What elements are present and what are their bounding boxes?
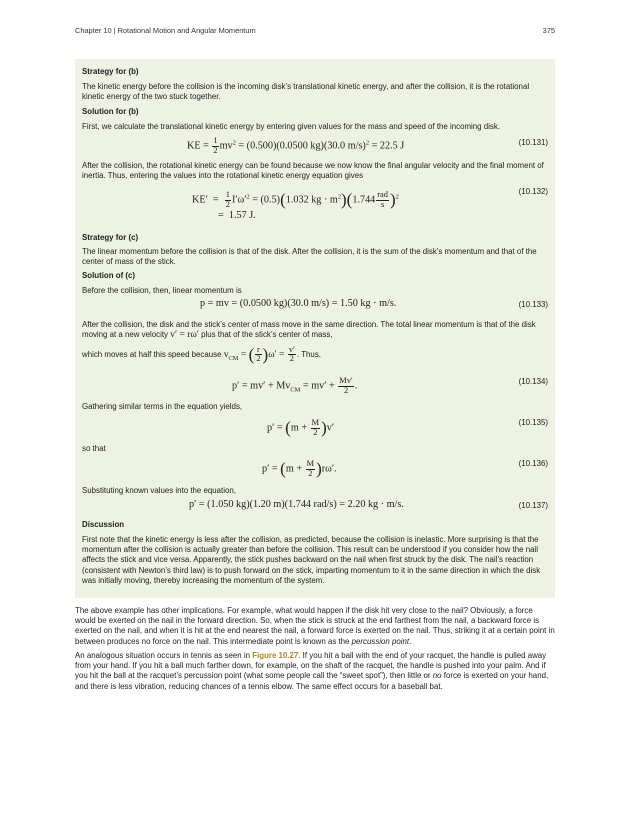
- paragraph-percussion: The above example has other implications. For example, what would happen if the disk hit very close to the nail? Obviously, a force would be exerted on the nail in the forward direction. So, when the stick is struck at the end farthest from the nail, a backward force is exerted on the nail, and when it is hit at the end nearest the nail, a forward force is exerted on the nail. Thus, striking it at a certain point in between produces no force on the nail. This intermediate point is known as the percussion point.: [75, 606, 555, 646]
- so-that-text: so that: [82, 444, 106, 453]
- eq132-rhs: I′ω′: [231, 194, 247, 206]
- paragraph-tennis: [75, 651, 555, 692]
- eq135-lhs: p′ =: [267, 422, 286, 434]
- substitute-text: Substituting known values into the equation,: [82, 486, 236, 495]
- chapter-title: Chapter 10 | Rotational Motion and Angular Momentum: [75, 26, 256, 35]
- after-c-velocity: v′ = rω′: [170, 329, 199, 341]
- eq132-rest: = (0.5): [249, 194, 281, 206]
- after-c-text-start: After the collision, the disk and the stick’s center of mass move in the same direction. The total linear momentum is that of the disk moving at a new velocity: [82, 320, 536, 340]
- strategy-b-text: The kinetic energy before the collision is the incoming disk’s translational kinetic energy, and after the collision, it is the rotational kinetic energy of the two stuck together.: [82, 82, 530, 102]
- gather-text: Gathering similar terms in the equation yields,: [82, 402, 243, 411]
- solution-b-text: First, we calculate the translational kinetic energy by entering given values for the mass and speed of the incoming disk.: [82, 122, 500, 131]
- equation-number: (10.131): [518, 138, 548, 147]
- eq132-result: 1.57 J.: [228, 210, 256, 221]
- eq132-omega: 1.744: [352, 194, 376, 206]
- solution-c-heading: Solution of (c): [82, 271, 136, 280]
- eq134-mid: = mv′ +: [300, 380, 338, 392]
- fraction-half: $\frac{1}{2}$: [213, 136, 218, 155]
- equation-number: (10.137): [518, 501, 548, 510]
- fraction-mv-over-2: $\frac{Mv'}{2}$: [339, 376, 353, 395]
- equation-10-131: KE = $\frac{1}{2}$ $mv^2 = (0.500)(0.0500$ kg)(30.0 m/s)$^2$ = 22.5 J (10.131): [187, 136, 548, 155]
- eq133-body: p = mv = (0.0500 kg)(30.0 m/s) = 1.50 kg · m/s.: [200, 298, 397, 309]
- solution-b-heading: Solution for (b): [82, 107, 139, 116]
- eq136-lhs: p′ =: [262, 463, 281, 475]
- strategy-c-heading: Strategy for (c): [82, 233, 139, 242]
- term-percussion-point: percussion point: [351, 636, 410, 646]
- eq131-rhs: mv: [219, 140, 233, 152]
- half-speed-equation: $v_{CM}$ = ( $\frac{r}{2}$ )ω′ = $\frac{v'}{2}$: [223, 344, 295, 364]
- equation-10-136: p′ = (m + $\frac{M}{2}$ )rω′. (10.136): [262, 459, 548, 479]
- equation-number: (10.133): [518, 300, 548, 309]
- fraction-half: $\frac{1}{2}$: [225, 190, 230, 209]
- eq131-rest: = (0.500)(0.0500 kg)(30.0 m/s): [235, 140, 366, 152]
- equation-10-132: KE′ = $\frac{1}{2}$ $I'\omega'^2 = (0.5)(1.032$ kg · $m^2)(1.744$ $\frac{\text{rad}}{s}$ )$^2$ = 1.57 J. (10.132): [192, 187, 548, 221]
- equation-10-135: p′ = (m + $\frac{M}{2}$ )v′ (10.135): [267, 418, 548, 438]
- eq131-result: = 22.5 J: [369, 140, 405, 152]
- figure-link[interactable]: Figure 10.27: [252, 651, 299, 660]
- eq134-body: p′ = mv′ + Mv: [232, 380, 291, 392]
- paragraph-2-start: An analogous situation occurs in tennis as seen in: [75, 651, 251, 660]
- strategy-b-heading: Strategy for (b): [82, 67, 139, 76]
- emphasis-no: no: [432, 671, 442, 681]
- page-number: 375: [542, 26, 555, 35]
- equation-10-133: [82, 298, 548, 312]
- half-speed-thus: . Thus,: [296, 350, 321, 359]
- equation-number: (10.136): [518, 459, 548, 468]
- discussion-text: First note that the kinetic energy is less after the collision, as predicted, because the collision is inelastic. More surprising is that the momentum after the collision is actually greater than before the collision. This result can be understood if you consider how the nail affects the stick and vice versa. Apparently, the stick pushes backward on the nail when first struck by the disk. The nail’s reaction (consistent with Newton’s third law) is to push forward on the stick, imparting momentum to it in the same direction in which the disk was initially moving, thereby increasing the momentum of the system.: [82, 535, 541, 585]
- strategy-c-text: The linear momentum before the collision is that of the disk. After the collision, it is the sum of the disk’s momentum and that of the center of mass of the stick.: [82, 247, 537, 267]
- equation-number: (10.135): [518, 418, 548, 427]
- paragraph-2-mid: . If you hit a ball with the end of your racquet, the handle is pulled away from your hand. If you hit a ball much farther down, for example, on the shaft of the racquet, the handle is pushed into your palm. And if you hit the ball at the racquet’s percussion point (what some people call the “sweet spot”), then little or: [75, 651, 547, 681]
- equation-10-134: $p' = mv' + Mv_{CM} = mv'$ + $\frac{Mv'}{2}$ . (10.134): [232, 376, 548, 395]
- eq132-inertia: 1.032 kg · m: [285, 194, 338, 206]
- after-c-text: [82, 320, 548, 340]
- eq137-body: p′ = (1.050 kg)(1.20 m)(1.744 rad/s) = 2.20 kg · m/s.: [189, 499, 404, 510]
- paragraph-1-text: The above example has other implications. For example, what would happen if the disk hit very close to the nail? Obviously, a force would be exerted on the nail in the forward direction. So, when the stick is struck at the end farthest from the nail, a backward force is exerted on the nail, and when it is hit at the end nearest the nail, a forward force is exerted on the nail. Thus, striking it at a certain point in between produces no force on the nail. This intermediate point is known as the: [75, 606, 555, 646]
- after-b-text: After the collision, the rotational kinetic energy can be found because we now know the final angular velocity and the final moment of inertia. Thus, entering the values into the rotational kinetic energy equation gives: [82, 161, 544, 181]
- solution-c-text: Before the collision, then, linear momentum is: [82, 286, 242, 295]
- after-c-text-tail: plus that of the stick’s center of mass,: [201, 330, 333, 340]
- equation-number: (10.134): [518, 377, 548, 386]
- discussion-heading: Discussion: [82, 520, 125, 529]
- fraction-rad-per-s: $\frac{\text{rad}}{s}$: [377, 190, 388, 209]
- equation-number: (10.132): [518, 187, 548, 196]
- half-speed-text: which moves at half this speed because: [82, 350, 222, 359]
- eq131-lhs: KE =: [187, 140, 212, 152]
- paragraph-2-end: force is exerted on your hand, and there is less vibration, reducing chances of a tennis elbow. The same effect occurs for a baseball bat.: [75, 671, 549, 691]
- equation-10-137: [82, 499, 548, 513]
- half-speed-line: [82, 345, 548, 365]
- eq132-lhs: KE′: [192, 194, 208, 206]
